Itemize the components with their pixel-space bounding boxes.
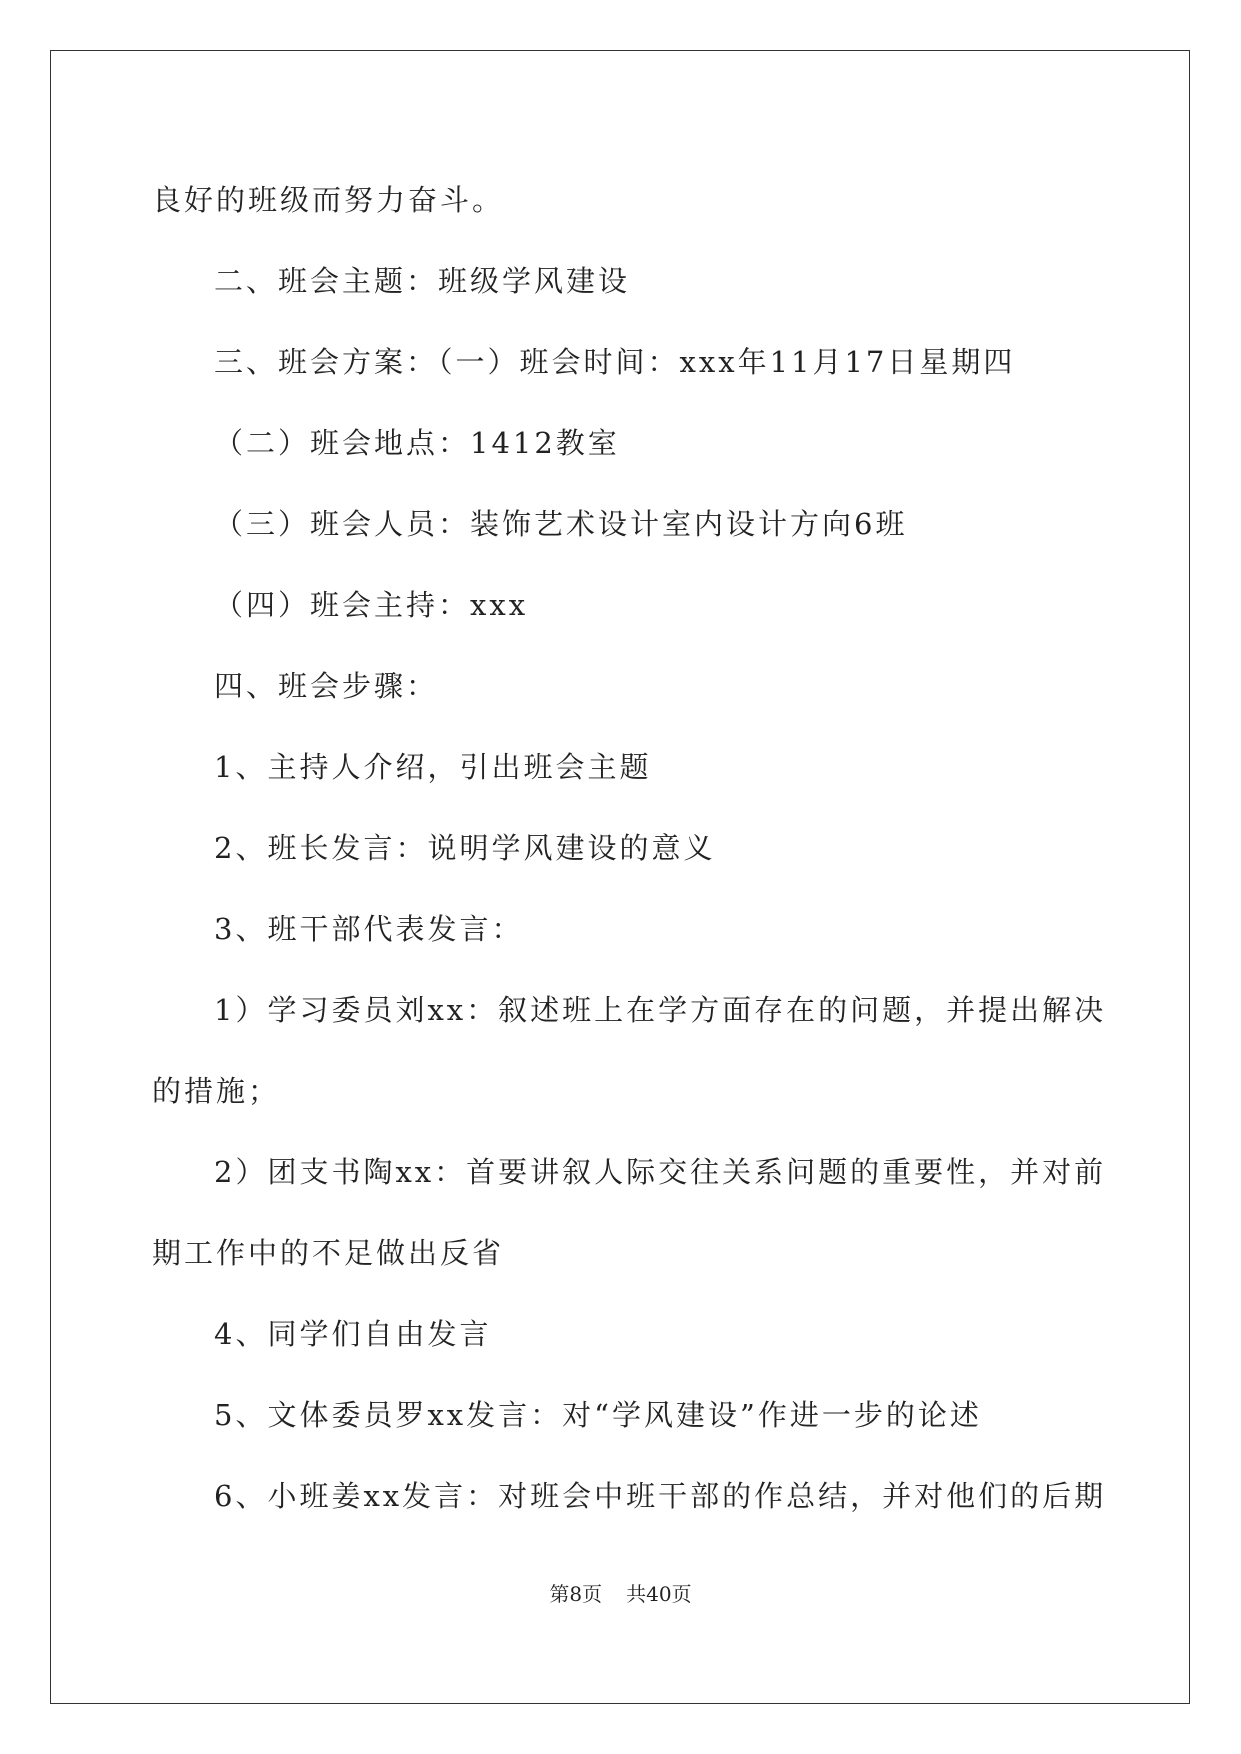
paragraph: 2、班长发言：说明学风建设的意义 <box>214 831 716 865</box>
paragraph: 4、同学们自由发言 <box>214 1317 492 1351</box>
paragraph: 期工作中的不足做出反省 <box>152 1236 505 1270</box>
paragraph: （四）班会主持：xxx <box>214 588 529 622</box>
page-number: 第8页 <box>549 1582 603 1606</box>
paragraph: 的措施； <box>152 1074 281 1108</box>
paragraph: 5、文体委员罗xx发言：对“学风建设”作进一步的论述 <box>214 1398 982 1432</box>
paragraph: 良好的班级而努力奋斗。 <box>152 183 505 217</box>
paragraph: 3、班干部代表发言： <box>214 912 524 946</box>
paragraph: （三）班会人员：装饰艺术设计室内设计方向6班 <box>214 507 908 541</box>
paragraph: 2）团支书陶xx：首要讲叙人际交往关系问题的重要性，并对前 <box>214 1155 1107 1189</box>
page-total: 共40页 <box>626 1582 692 1606</box>
paragraph: 二、班会主题：班级学风建设 <box>214 264 631 298</box>
paragraph: 四、班会步骤： <box>214 669 439 703</box>
paragraph: 1、主持人介绍，引出班会主题 <box>214 750 652 784</box>
paragraph: （二）班会地点：1412教室 <box>214 426 620 460</box>
page-footer <box>0 1578 1241 1607</box>
paragraph: 6、小班姜xx发言：对班会中班干部的作总结，并对他们的后期 <box>214 1479 1107 1513</box>
document-body <box>152 160 1107 1537</box>
paragraph: 三、班会方案：（一）班会时间：xxx年11月17日星期四 <box>214 345 1016 379</box>
paragraph: 1）学习委员刘xx：叙述班上在学方面存在的问题，并提出解决 <box>214 993 1107 1027</box>
